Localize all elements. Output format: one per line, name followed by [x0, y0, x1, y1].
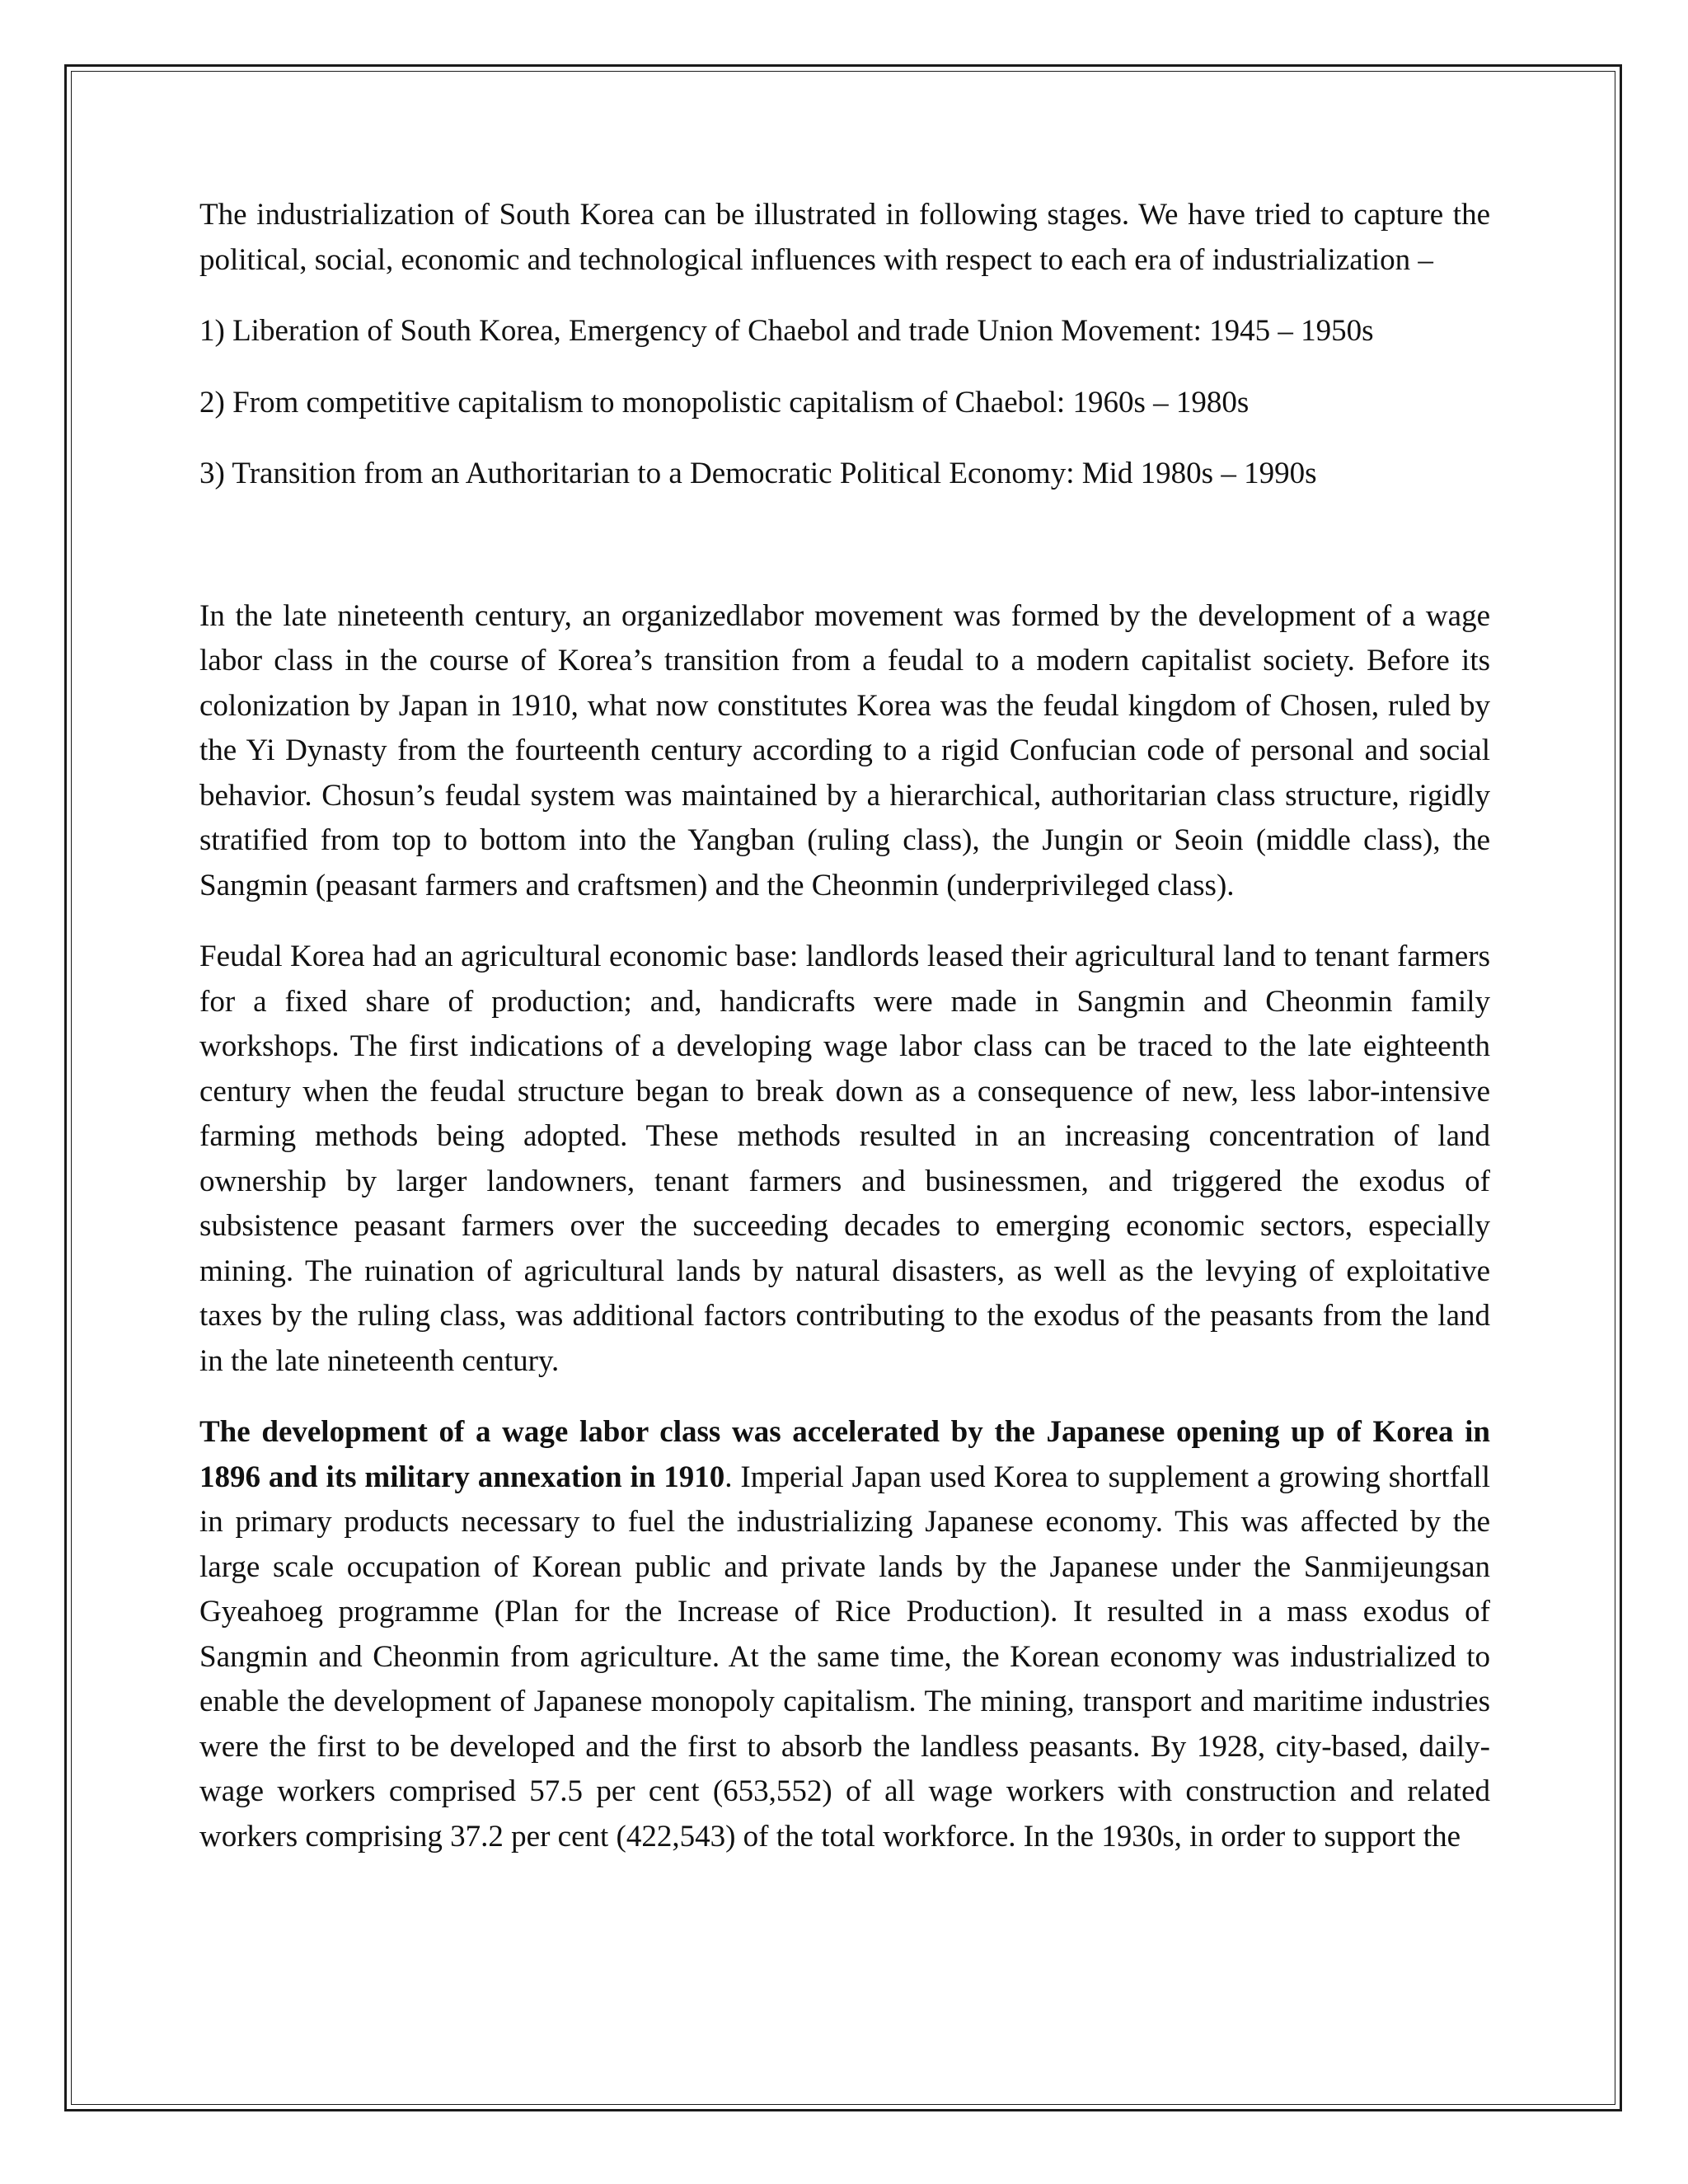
stage-item-1: 1) Liberation of South Korea, Emergency of Chaebol and trade Union Movement: 1945 – 1950s	[199, 314, 1374, 348]
stage-item-2: 2) From competitive capitalism to monopolistic capitalism of Chaebol: 1960s – 1980s	[199, 385, 1250, 419]
paragraph-feudal-korea: In the late nineteenth century, an organizedlabor movement was formed by the development of a wage labor class in the course of Korea’s transition from a feudal to a modern capitalist society. Before its colonization by Japan in 1910, what now constitutes Korea was the feudal kingdom of Chosen, ruled by the Yi Dynasty from the fourteenth century according to a rigid Confucian code of personal and social behavior. Chosun’s feudal system was maintained by a hierarchical, authoritarian class structure, rigidly stratified from top to bottom into the Yangban (ruling class), the Jungin or Seoin (middle class), the Sangmin (peasant farmers and craftsmen) and the Cheonmin (underprivileged class).	[199, 598, 1490, 902]
intro-paragraph: The industrialization of South Korea can be illustrated in following stages. We have tried to capture the political, social, economic and technological influences with respect to each era of industrialization –	[199, 198, 1490, 277]
stage-item-3: 3) Transition from an Authoritarian to a Democratic Political Economy: Mid 1980s – 1990s	[199, 457, 1317, 490]
stages-list	[199, 309, 1490, 497]
document-body	[199, 193, 1490, 1886]
paragraph-japanese-annexation	[199, 1410, 1490, 1859]
paragraph-japanese-annexation-body: . Imperial Japan used Korea to supplement a growing shortfall in primary products necessary to fuel the industrializing Japanese economy. This was affected by the large scale occupation of Korean public and private lands by the Japanese under the Sanmijeungsan Gyeahoeg programme (Plan for the Increase of Rice Production). It resulted in a mass exodus of Sangmin and Cheonmin from agriculture. At the same time, the Korean economy was industrialized to enable the development of Japanese monopoly capitalism. The mining, transport and maritime industries were the first to be developed and the first to absorb the landless peasants. By 1928, city-based, daily-wage workers comprised 57.5 per cent (653,552) of all wage workers with construction and related workers comprising 37.2 per cent (422,543) of the total workforce. In the 1930s, in order to support the	[199, 1460, 1490, 1854]
paragraph-agricultural-base: Feudal Korea had an agricultural economic base: landlords leased their agricultural land to tenant farmers for a fixed share of production; and, handicrafts were made in Sangmin and Cheonmin family workshops. The first indications of a developing wage labor class can be traced to the late eighteenth century when the feudal structure began to break down as a consequence of new, less labor-intensive farming methods being adopted. These methods resulted in an increasing concentration of land ownership by larger landowners, tenant farmers and businessmen, and triggered the exodus of subsistence peasant farmers over the succeeding decades to emerging economic sectors, especially mining. The ruination of agricultural lands by natural disasters, as well as the levying of exploitative taxes by the ruling class, was additional factors contributing to the exodus of the peasants from the land in the late nineteenth century.	[199, 940, 1490, 1378]
paragraph-japanese-annexation-bold-lead: The development of a wage labor class was accelerated by the Japanese opening up of Korea in 1896 and its military annexation in 1910	[199, 1415, 1490, 1494]
